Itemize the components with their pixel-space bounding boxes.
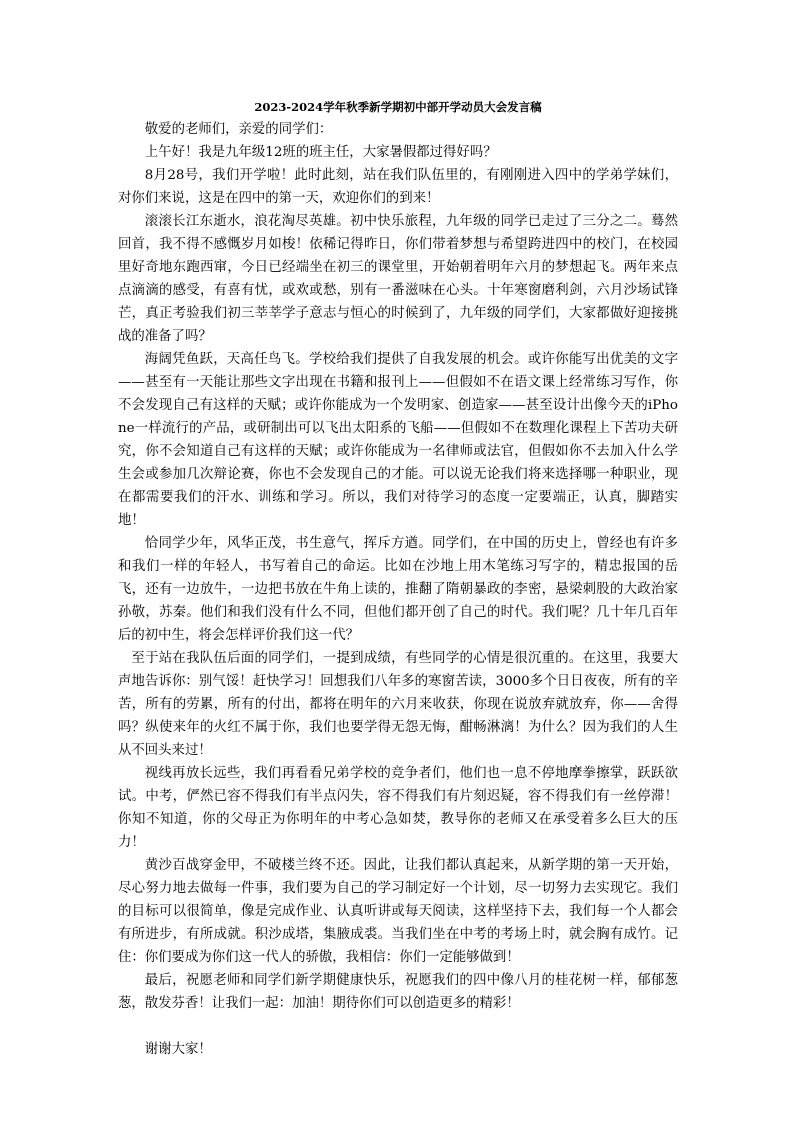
paragraph-opportunity: 海阔凭鱼跃，天高任鸟飞。学校给我们提供了自我发展的机会。或许你能写出优美的文字——甚至有一天能让那些文字出现在书籍和报刊上——但假如不在语文课上经常练习写作，你不会发现自己有这样的天赋；或许你能成为一个发明家、创造家——甚至设计出像今天的iPhone一样流行的产品，或研制出可以飞出太阳系的飞船——但假如不在数理化课程上下苦功夫研究，你不会知道自己有这样的天赋；或许你能成为一名律师或法官，但假如你不去加入什么学生会或参加几次辩论赛，你也不会发现自己的才能。可以说无论我们将来选择哪一种职业，现在都需要我们的汗水、训练和学习。所以，我们对待学习的态度一定要端正，认真，脚踏实地！ [118,352,678,528]
paragraph-history: 恰同学少年，风华正茂，书生意气，挥斥方遒。同学们，在中国的历史上，曾经也有许多和我们一样的年轻人，书写着自己的命运。比如在沙地上用木笔练习写字的，精忠报国的岳飞，还有一边放牛，一边把书放在牛角上读的，推翻了隋朝暴政的李密，悬梁刺股的大政治家孙敬，苏秦。他们和我们没有什么不同，但他们都开创了自己的时代。我们呢？几十年几百年后的初中生，将会怎样评价我们这一代？ [118,536,678,643]
paragraph-wishes: 最后，祝愿老师和同学们新学期健康快乐，祝愿我们的四中像八月的桂花树一样，郁郁葱葱，散发芬香！让我们一起：加油！期待你们可以创造更多的精彩！ [118,973,678,1011]
document-body [118,98,678,1061]
closing-line: 谢谢大家！ [144,1042,212,1057]
page-title: 2023-2024学年秋季新学期初中部开学动员大会发言稿 [254,100,542,114]
blank-line [118,1015,678,1038]
salutation: 敬爱的老师们，亲爱的同学们： [144,122,333,137]
paragraph-competition: 视线再放长远些，我们再看看兄弟学校的竞争者们，他们也一息不停地摩拳擦掌，跃跃欲试。中考，俨然已容不得我们有半点闪失，容不得我们有片刻迟疑，容不得我们有一丝停滞！你知不知道，你的父母正为你明年的中考心急如焚，教导你的老师又在承受着多么巨大的压力！ [118,766,678,850]
paragraph-greeting: 上午好！我是九年级12班的班主任，大家暑假都过得好吗？ [144,145,497,160]
paragraph-encouragement: 至于站在我队伍后面的同学们，一提到成绩，有些同学的心情是很沉重的。在这里，我要大声地告诉你：别气馁！赶快学习！回想我们八年多的寒窗苦读，3000多个日日夜夜，所有的辛苦，所有的劳累，所有的付出，都将在明年的六月来收获，你现在说放弃就放弃，你——舍得吗？纵使来年的火红不属于你，我们也要学得无怨无悔，酣畅淋漓！为什么？因为我们的人生从不回头来过！ [118,651,678,758]
paragraph-reflection: 滚滚长江东逝水，浪花淘尽英雄。初中快乐旅程，九年级的同学已走过了三分之二。蓦然回首，我不得不感慨岁月如梭！依稀记得昨日，你们带着梦想与希望跨进四中的校门，在校园里好奇地东跑西窜，今日已经端坐在初三的课堂里，开始朝着明年六月的梦想起飞。两年来点点滴滴的感受，有喜有忧，或欢或愁，别有一番滋味在心头。十年寒窗磨利剑，六月沙场试锋芒，真正考验我们初三莘莘学子意志与恒心的时候到了，九年级的同学们，大家都做好迎接挑战的准备了吗？ [118,214,678,344]
paragraph-plan: 黄沙百战穿金甲，不破楼兰终不还。因此，让我们都认真起来，从新学期的第一天开始，尽心努力地去做每一件事，我们要为自己的学习制定好一个计划，尽一切努力去实现它。我们的目标可以很简单，像是完成作业、认真听讲或每天阅读，这样坚持下去，我们每一个人都会有所进步，有所成就。积沙成塔，集腋成裘。当我们坐在中考的考场上时，就会胸有成竹。记住：你们要成为你们这一代人的骄傲，我相信：你们一定能够做到！ [118,858,678,965]
paragraph-welcome: 8月28号，我们开学啦！此时此刻，站在我们队伍里的，有刚刚进入四中的学弟学妹们，对你们来说，这是在四中的第一天，欢迎你们的到来！ [118,168,678,206]
